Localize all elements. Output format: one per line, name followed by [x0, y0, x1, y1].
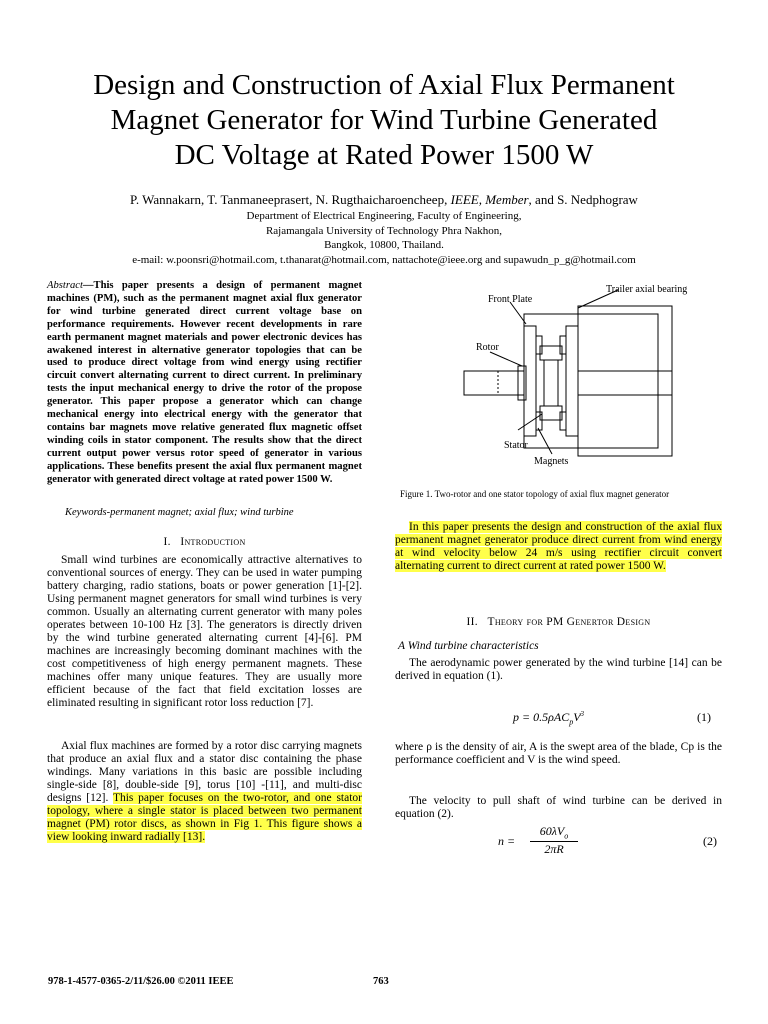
- keywords: Keywords-permanent magnet; axial flux; wind turbine: [65, 507, 294, 518]
- affiliation: [40, 209, 728, 267]
- section-number: II.: [466, 616, 478, 628]
- aero-paragraph-text: The aerodynamic power generated by the wind turbine [14] can be derived in equation (1).: [395, 657, 722, 682]
- footer-page-number: 763: [373, 976, 389, 987]
- authors-last: , and S. Nedphograw: [528, 192, 638, 207]
- authors-role: IEEE, Member: [450, 192, 529, 207]
- label-rotor: Rotor: [476, 342, 499, 353]
- abstract-lead: Abstract: [47, 280, 83, 291]
- label-front-plate: Front Plate: [488, 294, 533, 305]
- eq1-tail: V: [573, 710, 581, 724]
- eq2-numerator: [530, 824, 578, 842]
- highlighted-text: In this paper presents the design and construction of the axial flux permanent magnet generator produce direct current from wind energy at wind velocity below 24 m/s using rectifier circuit convert alternating current to direct current at rated power 1500 W.: [395, 521, 722, 572]
- label-magnets: Magnets: [534, 456, 569, 467]
- where-paragraph: [395, 741, 722, 767]
- label-stator: Stator: [504, 440, 528, 451]
- shaft: [464, 371, 524, 395]
- equation-1: [513, 710, 584, 726]
- email-line: e-mail: w.poonsri@hotmail.com, t.thanarat@hotmail.com, nattachote@ieee.org and supawudn_p_g@hotmail.com: [132, 253, 636, 266]
- stator-bottom: [540, 406, 562, 420]
- section-heading-introduction: [47, 536, 362, 548]
- abstract: [47, 280, 362, 487]
- intro-paragraph-2-text: Axial flux machines are formed by a rotor disc carrying magnets that produce an axial flux and a stator disc containing the phase windings. Many variations in this basic are possible including single-side [8], double-side [9], torus [10] -[11], and multi-disc designs [12].: [47, 740, 362, 804]
- label-bearing: Trailer axial bearing: [606, 284, 688, 295]
- author-list: [40, 192, 728, 208]
- intro-paragraph-2: [47, 740, 362, 844]
- paper-title: [40, 68, 728, 173]
- intro-paragraph-1: [47, 554, 362, 710]
- eq2-denominator: 2πR: [544, 842, 564, 857]
- affiliation-line: Department of Electrical Engineering, Faculty of Engineering,: [246, 210, 522, 222]
- eq1-sup: 3: [580, 710, 585, 718]
- eq2-numerator-sub: o: [564, 831, 569, 841]
- section-title: Introduction: [180, 536, 246, 548]
- equation-1-number: (1): [697, 710, 711, 724]
- front-plate-leader: [510, 302, 526, 324]
- right-intro-paragraph: [395, 521, 722, 573]
- magnet: [536, 336, 542, 354]
- figure-caption: Figure 1. Two-rotor and one stator topology of axial flux magnet generator: [400, 489, 670, 499]
- title-line-2: Magnet Generator for Wind Turbine Generated: [110, 104, 658, 136]
- equation-2-lhs: n =: [498, 834, 516, 848]
- where-paragraph-text: where ρ is the density of air, A is the swept area of the blade, Cp is the performance coefficient and V is the wind speed.: [395, 741, 722, 766]
- eq2-numerator-text: 60λV: [539, 824, 565, 838]
- magnet: [560, 412, 566, 430]
- section-title: Theory for PM Genertor Design: [487, 616, 651, 628]
- aero-paragraph: [395, 657, 722, 683]
- eq1-sub: p: [569, 717, 574, 727]
- magnets-leader: [538, 428, 552, 454]
- velocity-paragraph: [395, 795, 722, 821]
- magnet: [560, 336, 566, 354]
- subsection-heading: A Wind turbine characteristics: [398, 640, 539, 652]
- highlighted-text: This paper focuses on the two-rotor, and one stator topology, where a single stator is placed between two permanent magnet (PM) rotor discs, as shown in Fig 1. This figure shows a view looking inward radially [13].: [47, 792, 362, 843]
- equation-2-number: (2): [703, 834, 717, 848]
- intro-paragraph-text: Small wind turbines are economically attractive alternatives to conventional sources of energy. They can be used in water pumping battery charging, radio stations, boats or power generation [1]-[2]. Using permanent magnet generators for small wind turbines is very common. Usually an alternating current generator with many poles operates between 10-100 Hz [3]. The generators is directly driven by the wind turbine generated alternating current [4]-[6]. PM machines are increasingly becoming dominant machines with the cost competitiveness of high energy permanent magnets. These machines offer many unique features. They are usually more efficient because of the fact that field excitation losses are eliminated resulting in significant rotor loss reduction [7].: [47, 554, 362, 709]
- affiliation-line: Bangkok, 10800, Thailand.: [324, 239, 444, 251]
- title-line-1: Design and Construction of Axial Flux Permanent: [93, 69, 675, 101]
- abstract-text: —This paper presents a design of permanent magnet machines (PM), such as the permanent magnet axial flux generator for wind turbine generated direct current voltage base on performance requirements. However recent developments in rare earth permanent magnet materials and power electronic devices has awakened interest in alternative generator topologies that can be used to produce direct voltage from wind energy using rectifier circuit convert alternating current to direct current. In preliminary tests the input mechanical energy to drive the rotor of the propose generator. This paper propose a generator which can change mechanical energy into electrical energy with the generator that contains bar magnets move relative generated flux magnetic offset winding coils in stator component. The results show that the direct current output power versus rotor speed of generator in various applications. These benefits present the axial flux permanent magnet generator with generated direct voltage at rated power 1500 W.: [47, 280, 362, 485]
- stator-leader: [518, 414, 542, 430]
- section-heading-theory: [395, 616, 722, 628]
- stator-core: [544, 360, 558, 406]
- affiliation-line: Rajamangala University of Technology Phra Nakhon,: [265, 224, 503, 237]
- figure-axial-flux-topology: [458, 280, 728, 470]
- footer-isbn: 978-1-4577-0365-2/11/$26.00 ©2011 IEEE: [48, 976, 234, 987]
- velocity-paragraph-text: The velocity to pull shaft of wind turbine can be derived in equation (2).: [395, 795, 722, 820]
- equation-2-fraction: [530, 824, 578, 857]
- stator-top: [540, 346, 562, 360]
- authors-names: P. Wannakarn, T. Tanmaneeprasert, N. Rugthaicharoencheep,: [130, 192, 451, 207]
- right-rotor-disc: [566, 326, 578, 436]
- eq1-body: p = 0.5ρAC: [513, 710, 570, 724]
- rotor-leader: [490, 352, 522, 366]
- section-number: I.: [163, 536, 171, 548]
- title-line-3: DC Voltage at Rated Power 1500 W: [174, 139, 594, 171]
